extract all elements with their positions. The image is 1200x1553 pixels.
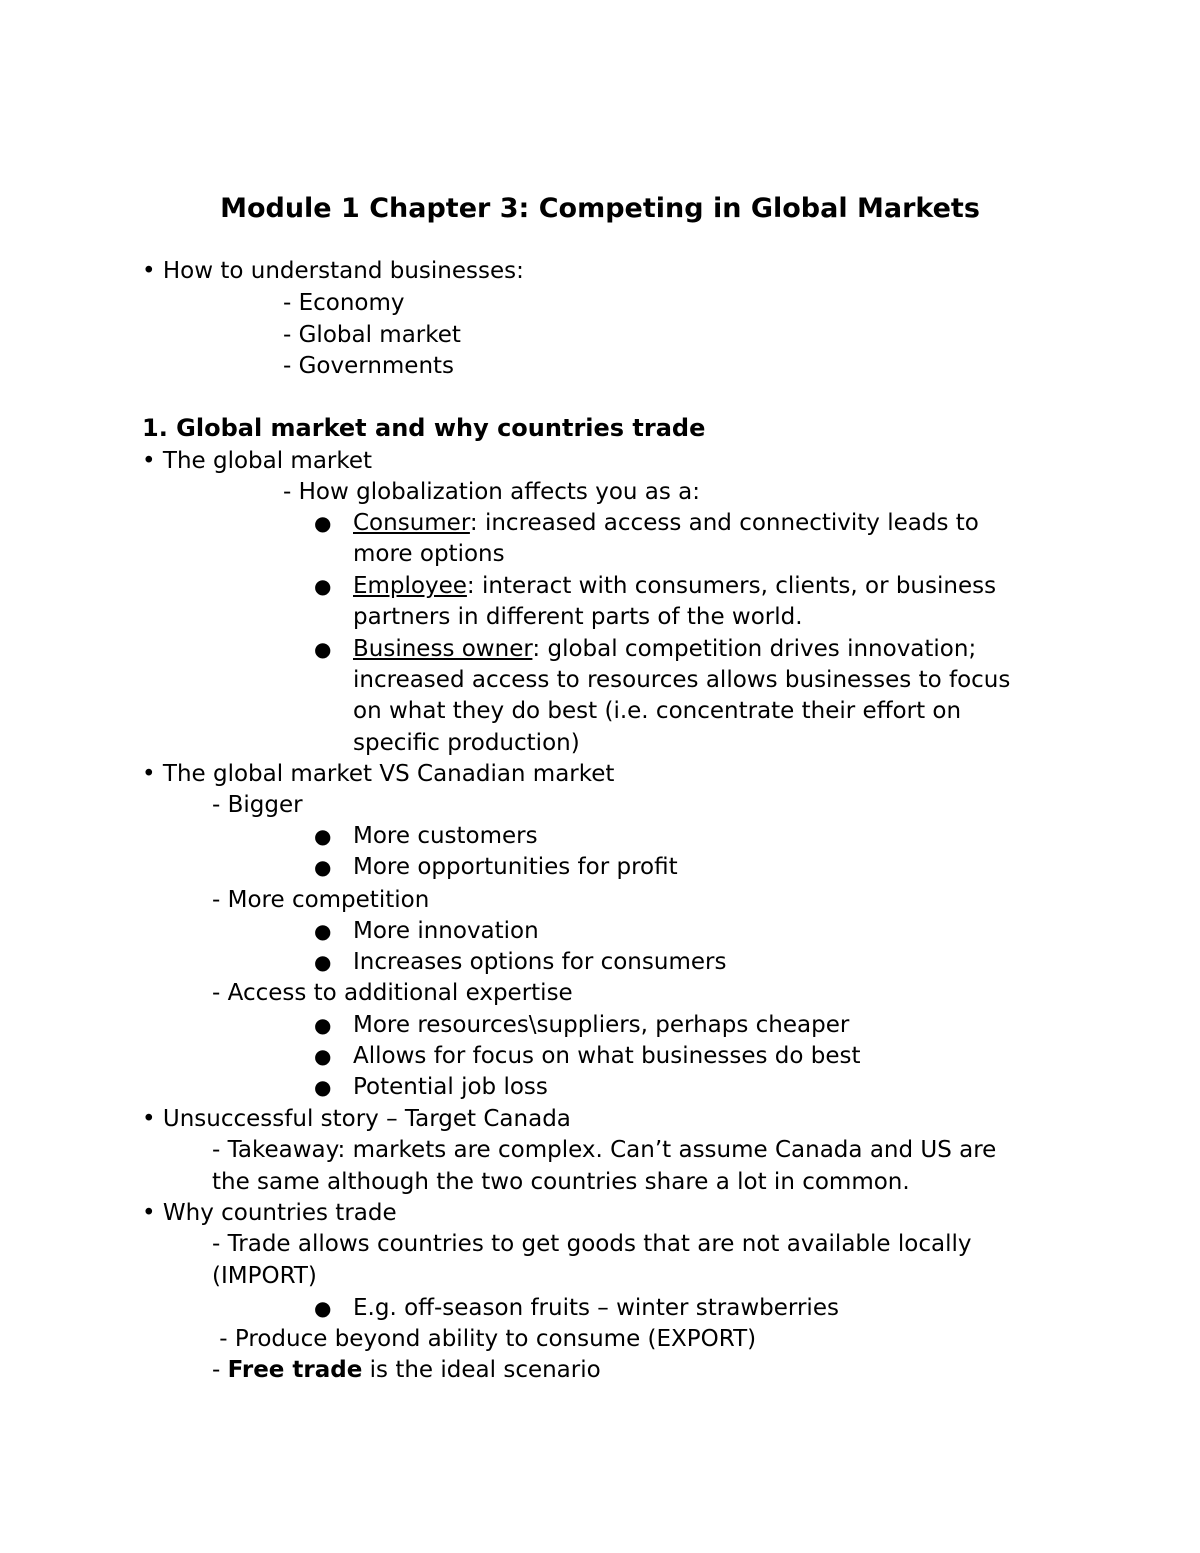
expertise-sub: - Access to additional expertise bbox=[212, 980, 573, 1006]
owner-line bbox=[353, 634, 976, 665]
consumer-term: Consumer bbox=[353, 510, 470, 536]
intro-item-governments: - Governments bbox=[283, 353, 455, 379]
export-line: - Produce beyond ability to consume (EXPORT) bbox=[212, 1326, 757, 1352]
employee-term: Employee bbox=[353, 573, 467, 599]
target-line-2: the same although the two countries share a lot in common. bbox=[212, 1169, 910, 1195]
vs-bullet: • The global market VS Canadian market bbox=[142, 761, 615, 787]
free-trade-prefix: - bbox=[212, 1357, 228, 1383]
bigger-sub: - Bigger bbox=[212, 792, 303, 818]
bullet-dot-icon: ● bbox=[314, 1044, 332, 1068]
vs-label: The global market VS Canadian market bbox=[162, 761, 615, 787]
bullet-dot-icon: ● bbox=[314, 511, 332, 535]
intro-bullet: • How to understand businesses: bbox=[142, 258, 524, 284]
bullet-dot-icon: ● bbox=[314, 1075, 332, 1099]
employee-line bbox=[353, 571, 996, 602]
section-heading: 1. Global market and why countries trade bbox=[142, 414, 706, 442]
owner-text: : global competition drives innovation; bbox=[532, 636, 977, 662]
list-item: More opportunities for profit bbox=[353, 854, 678, 880]
bullet-dot-icon: ● bbox=[314, 919, 332, 943]
why-bullet: • Why countries trade bbox=[142, 1200, 397, 1226]
intro-label: How to understand businesses: bbox=[162, 258, 524, 284]
competition-sub: - More competition bbox=[212, 887, 430, 913]
free-trade-line bbox=[212, 1355, 601, 1386]
bullet-dot-icon: ● bbox=[314, 1013, 332, 1037]
globalization-sub: - How globalization affects you as a: bbox=[283, 479, 701, 505]
bullet-dot-icon: ● bbox=[314, 574, 332, 598]
list-item: Increases options for consumers bbox=[353, 949, 727, 975]
intro-item-global-market: - Global market bbox=[283, 322, 461, 348]
bullet-dot-icon: ● bbox=[314, 824, 332, 848]
employee-text: : interact with consumers, clients, or business bbox=[466, 573, 997, 599]
consumer-line bbox=[353, 508, 979, 539]
list-item: Allows for focus on what businesses do best bbox=[353, 1043, 861, 1069]
owner-line-2: increased access to resources allows businesses to focus bbox=[353, 667, 1011, 693]
example-line: E.g. off-season fruits – winter strawberries bbox=[353, 1295, 839, 1321]
bullet-dot-icon: ● bbox=[314, 637, 332, 661]
list-item: More innovation bbox=[353, 918, 539, 944]
import-line-1: - Trade allows countries to get goods that are not available locally bbox=[212, 1231, 972, 1257]
consumer-line-2: more options bbox=[353, 541, 505, 567]
bullet-dot-icon: ● bbox=[314, 855, 332, 879]
import-line-2: (IMPORT) bbox=[212, 1263, 317, 1289]
owner-term: Business owner bbox=[353, 636, 533, 662]
employee-line-2: partners in different parts of the world. bbox=[353, 604, 803, 630]
owner-line-3: on what they do best (i.e. concentrate their effort on bbox=[353, 698, 962, 724]
target-line-1: - Takeaway: markets are complex. Can’t assume Canada and US are bbox=[212, 1137, 997, 1163]
list-item: Potential job loss bbox=[353, 1074, 548, 1100]
page-title: Module 1 Chapter 3: Competing in Global Markets bbox=[220, 193, 980, 224]
owner-line-4: specific production) bbox=[353, 730, 580, 756]
global-market-label: The global market bbox=[162, 448, 373, 474]
global-market-bullet: • The global market bbox=[142, 448, 373, 474]
why-label: Why countries trade bbox=[162, 1200, 397, 1226]
intro-item-economy: - Economy bbox=[283, 290, 405, 316]
consumer-text: : increased access and connectivity leads to bbox=[469, 510, 979, 536]
free-trade-term: Free trade bbox=[227, 1357, 363, 1383]
target-label: Unsuccessful story – Target Canada bbox=[162, 1106, 571, 1132]
bullet-dot-icon: ● bbox=[314, 950, 332, 974]
target-bullet: • Unsuccessful story – Target Canada bbox=[142, 1106, 571, 1132]
bullet-dot-icon: ● bbox=[314, 1296, 332, 1320]
free-trade-text: is the ideal scenario bbox=[362, 1357, 601, 1383]
list-item: More resources\suppliers, perhaps cheaper bbox=[353, 1012, 850, 1038]
list-item: More customers bbox=[353, 823, 538, 849]
